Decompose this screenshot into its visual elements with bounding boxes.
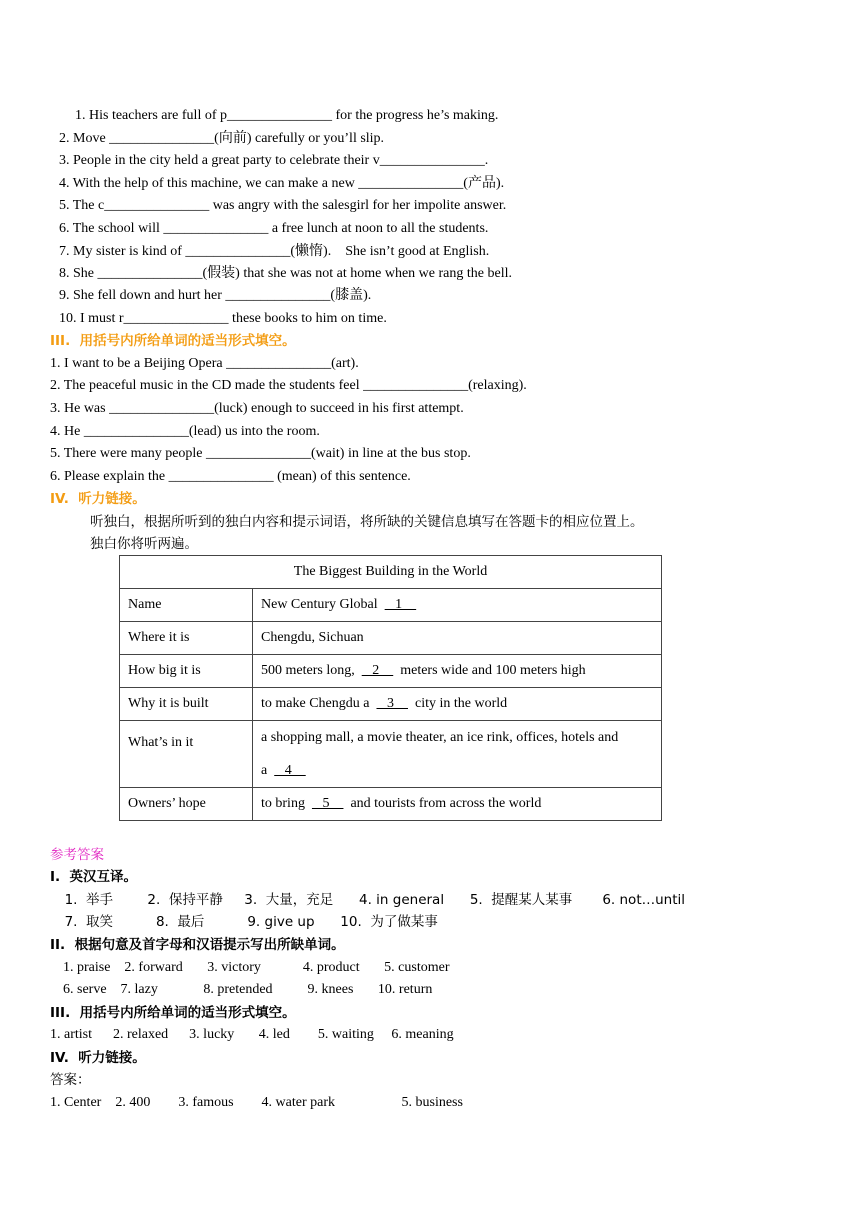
row-value: a shopping mall, a movie theater, an ice rink, offices, hotels and a 4 (253, 721, 662, 788)
row-label: Owners’ hope (120, 788, 253, 821)
table-title: The Biggest Building in the World (120, 556, 662, 589)
table-row (120, 788, 662, 821)
s3-item-4: 4. He _______________(lead) us into the room. (50, 424, 320, 439)
row-value: 500 meters long, 2 meters wide and 100 meters high (253, 655, 662, 688)
table-row (120, 622, 662, 655)
answers-s3-line: 1. artist 2. relaxed 3. lucky 4. led 5. waiting 6. meaning (50, 1027, 454, 1042)
answers-s4-line: 1. Center 2. 400 3. famous 4. water park 5. business (50, 1095, 463, 1110)
answer-blank[interactable]: 3 (376, 696, 408, 711)
answer-blank[interactable]: 5 (311, 796, 344, 811)
answers-s4-label: 答案： (50, 1072, 91, 1088)
answer-blank[interactable]: 2 (361, 663, 394, 678)
s2-item-7: 7. My sister is kind of _______________(懒惰). She isn’t good at English. (59, 244, 490, 259)
s3-item-1: 1. I want to be a Beijing Opera _______________(art). (50, 356, 359, 371)
section3-heading: III. 用括号内所给单词的适当形式填空。 (50, 333, 296, 349)
answers-s3-heading: III. 用括号内所给单词的适当形式填空。 (50, 1005, 296, 1021)
answers-s2-heading: II. 根据句意及首字母和汉语提示写出所缺单词。 (50, 937, 345, 953)
s2-item-8: 8. She _______________(假装) that she was not at home when we rang the bell. (59, 266, 512, 281)
section4-instruction-2: 独白你将听两遍。 (90, 536, 198, 552)
answers-s2-line2: 6. serve 7. lazy 8. pretended 9. knees 10. return (56, 982, 433, 997)
row-label: What’s in it (120, 721, 253, 788)
s2-item-2: 2. Move _______________(向前) carefully or you’ll slip. (59, 131, 385, 146)
s2-item-1: 1. His teachers are full of p_______________ for the progress he’s making. (75, 108, 499, 123)
s2-item-5: 5. The c_______________ was angry with the salesgirl for her impolite answer. (59, 198, 507, 213)
section4-instruction-1: 听独白，根据所听到的独白内容和提示词语，将所缺的关键信息填写在答题卡的相应位置上。 (90, 514, 644, 530)
s2-item-10: 10. I must r_______________ these books to him on time. (59, 311, 387, 326)
table-row (120, 688, 662, 721)
s2-item-4: 4. With the help of this machine, we can make a new _______________(产品). (59, 176, 505, 191)
s3-item-3: 3. He was _______________(luck) enough to succeed in his first attempt. (50, 401, 464, 416)
row-value: to make Chengdu a 3 city in the world (253, 688, 662, 721)
answers-s2-line1: 1. praise 2. forward 3. victory 4. product 5. customer (56, 960, 450, 975)
listening-table (119, 555, 662, 821)
row-value: to bring 5 and tourists from across the world (253, 788, 662, 821)
s2-item-9: 9. She fell down and hurt her _______________(膝盖). (59, 288, 372, 303)
answers-s4-heading: IV. 听力链接。 (50, 1050, 146, 1066)
row-label: Where it is (120, 622, 253, 655)
answers-s1-heading: I. 英汉互译。 (50, 869, 138, 885)
row-label: Why it is built (120, 688, 253, 721)
s3-item-6: 6. Please explain the _______________ (mean) of this sentence. (50, 469, 411, 484)
row-value: New Century Global 1 (253, 589, 662, 622)
table-row (120, 721, 662, 788)
answers-s1-line2: 7. 取笑 8. 最后 9. give up 10. 为了做某事 (56, 914, 438, 930)
section4-heading: IV. 听力链接。 (50, 491, 146, 507)
answer-blank[interactable]: 4 (274, 763, 306, 778)
row-value: Chengdu, Sichuan (253, 622, 662, 655)
s2-item-6: 6. The school will _______________ a free lunch at noon to all the students. (59, 221, 489, 236)
s2-item-3: 3. People in the city held a great party to celebrate their v_______________. (59, 153, 489, 168)
s3-item-2: 2. The peaceful music in the CD made the students feel _______________(relaxing). (50, 378, 527, 393)
answers-s1-line1: 1. 举手 2. 保持平静 3. 大量，充足 4. in general 5. 提醒某人某事 6. not…until (56, 892, 686, 908)
s3-item-5: 5. There were many people _______________(wait) in line at the bus stop. (50, 446, 471, 461)
row-label: How big it is (120, 655, 253, 688)
table-row (120, 589, 662, 622)
row-label: Name (120, 589, 253, 622)
answers-heading: 参考答案 (50, 847, 104, 863)
answer-blank[interactable]: 1 (384, 597, 417, 612)
table-row (120, 655, 662, 688)
